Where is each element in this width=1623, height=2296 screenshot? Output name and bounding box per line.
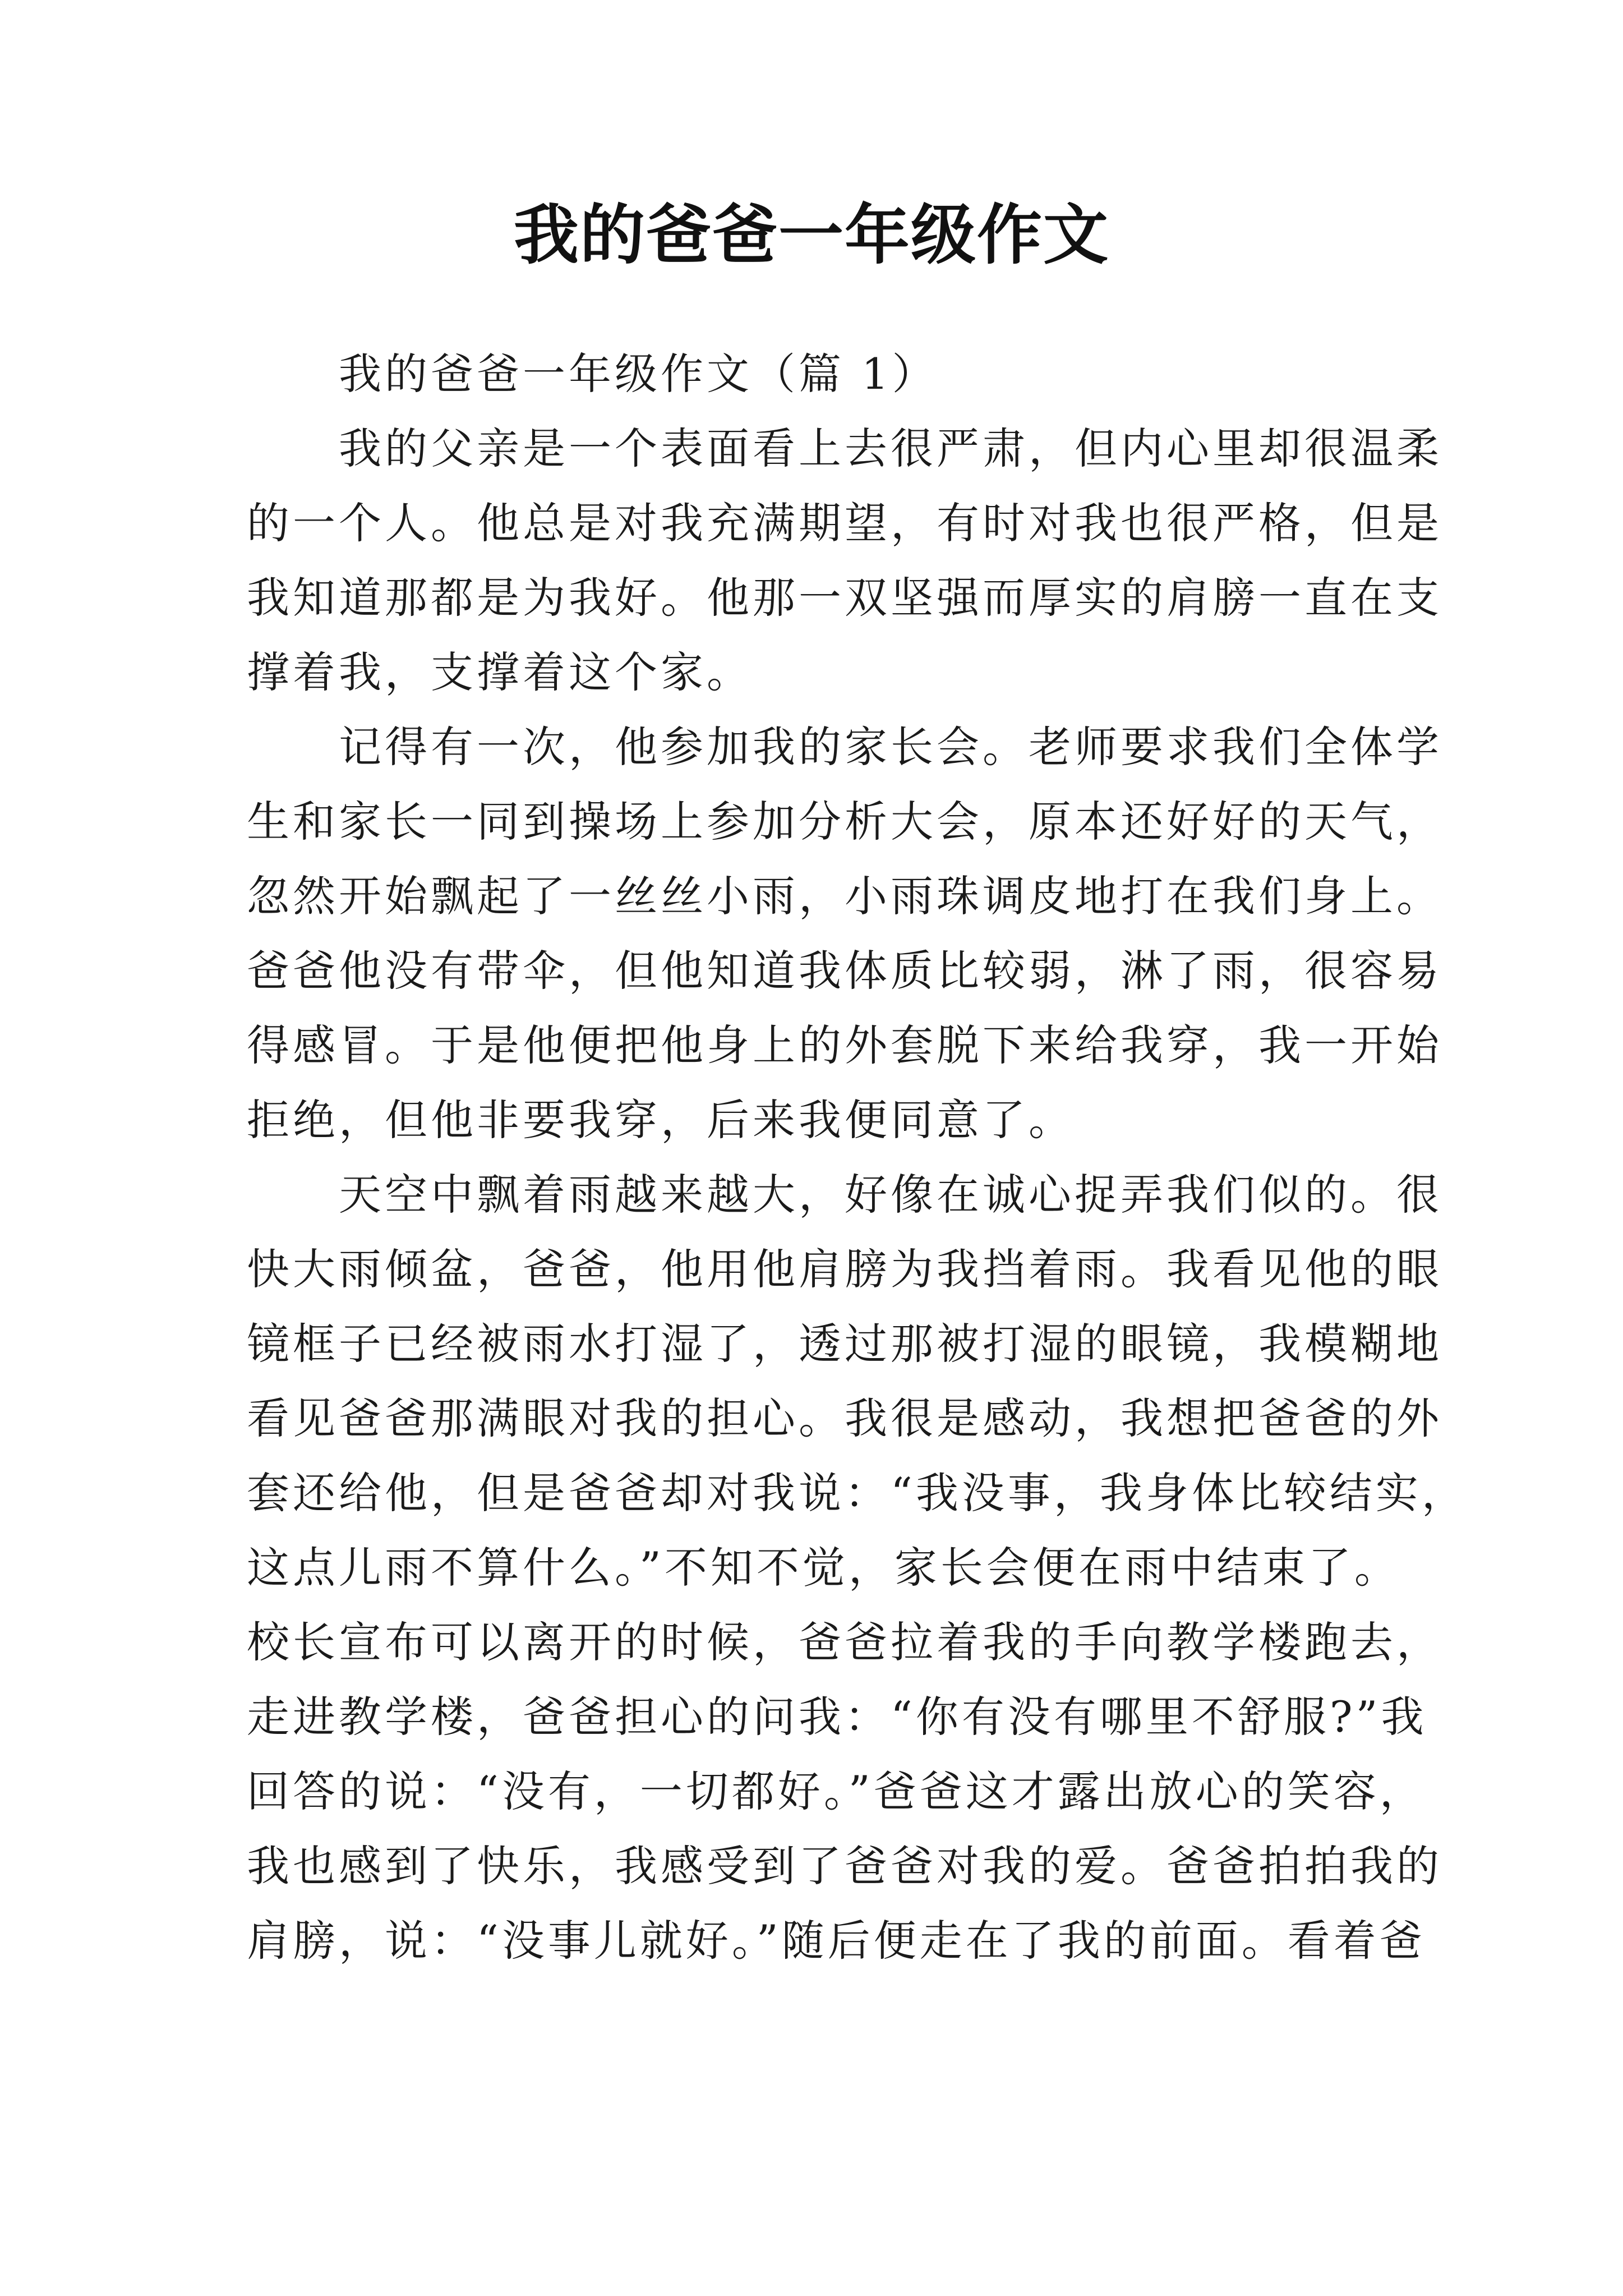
body-line: 得感冒。于是他便把他身上的外套脱下来给我穿，我一开始 — [247, 1020, 1442, 1070]
body-line: 走进教学楼，爸爸担心的问我：“你有没有哪里不舒服?”我 — [247, 1692, 1427, 1742]
body-line: 看见爸爸那满眼对我的担心。我很是感动，我想把爸爸的外 — [247, 1393, 1442, 1443]
body-line: 撑着我，支撑着这个家。 — [247, 647, 753, 697]
body-line: 我知道那都是为我好。他那一双坚强而厚实的肩膀一直在支 — [247, 573, 1442, 623]
body-line: 快大雨倾盆，爸爸，他用他肩膀为我挡着雨。我看见他的眼 — [247, 1244, 1442, 1294]
body-line: 套还给他，但是爸爸却对我说：“我没事，我身体比较结实， — [247, 1468, 1468, 1518]
body-line: 我也感到了快乐，我感受到了爸爸对我的爱。爸爸拍拍我的 — [247, 1841, 1442, 1891]
document-body — [247, 337, 1468, 1978]
body-line: 我的爸爸一年级作文（篇 1） — [339, 349, 938, 399]
body-line: 天空中飘着雨越来越大，好像在诚心捉弄我们似的。很 — [339, 1170, 1442, 1220]
body-line: 这点儿雨不算什么。”不知不觉，家长会便在雨中结束了。 — [247, 1543, 1400, 1593]
body-line: 记得有一次，他参加我的家长会。老师要求我们全体学 — [339, 722, 1442, 772]
body-line: 肩膀，说：“没事儿就好。”随后便走在了我的前面。看着爸 — [247, 1916, 1426, 1966]
body-line: 我的父亲是一个表面看上去很严肃，但内心里却很温柔 — [339, 424, 1442, 473]
body-line: 生和家长一同到操场上参加分析大会，原本还好好的天气， — [247, 797, 1442, 846]
body-line: 的一个人。他总是对我充满期望，有时对我也很严格，但是 — [247, 498, 1442, 548]
body-line: 拒绝，但他非要我穿，后来我便同意了。 — [247, 1095, 1075, 1145]
body-line: 忽然开始飘起了一丝丝小雨，小雨珠调皮地打在我们身上。 — [247, 871, 1442, 921]
body-line: 校长宣布可以离开的时候，爸爸拉着我的手向教学楼跑去， — [247, 1617, 1442, 1667]
body-line: 回答的说：“没有，一切都好。”爸爸这才露出放心的笑容， — [247, 1766, 1426, 1816]
body-line: 爸爸他没有带伞，但他知道我体质比较弱，淋了雨，很容易 — [247, 946, 1442, 996]
body-line: 镜框子已经被雨水打湿了，透过那被打湿的眼镜，我模糊地 — [247, 1319, 1442, 1369]
document-title: 我的爸爸一年级作文 — [514, 197, 1109, 273]
